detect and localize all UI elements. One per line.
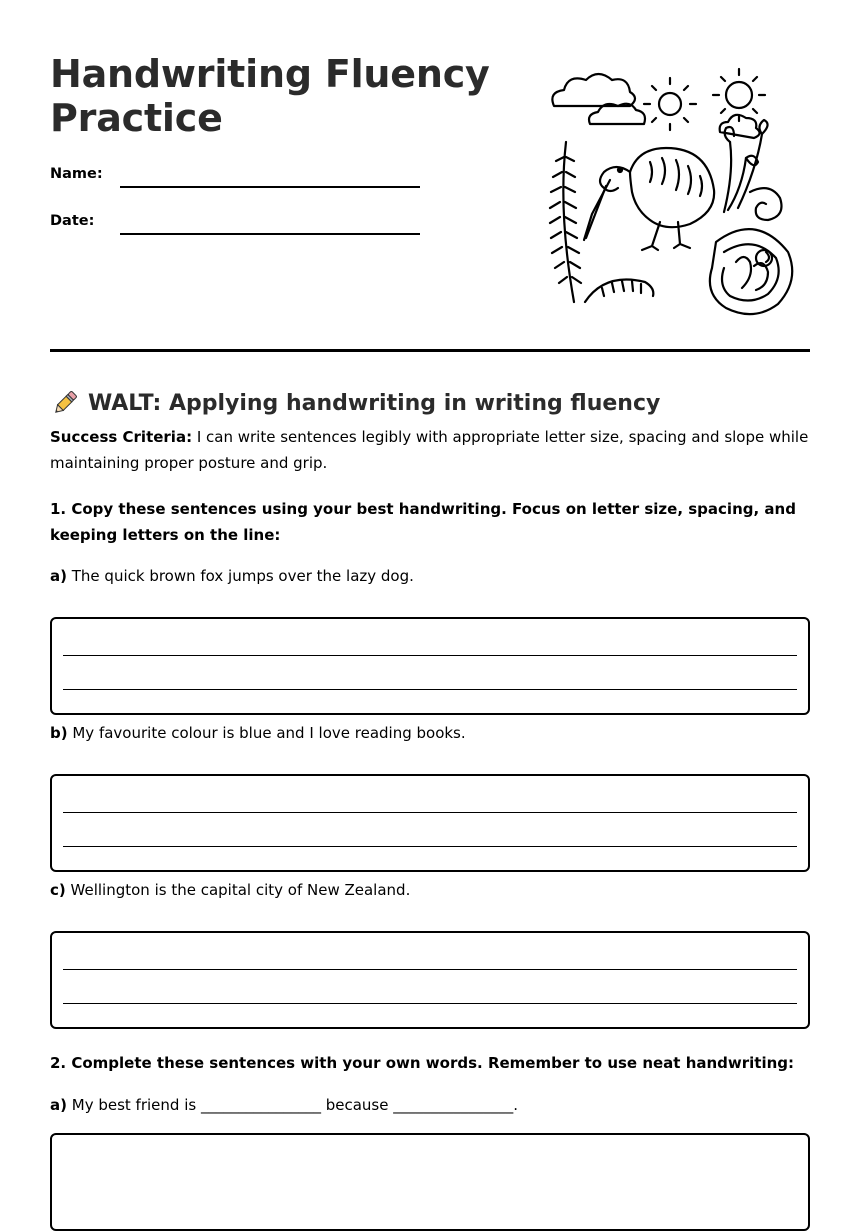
completion-a [50,1092,810,1118]
success-criteria-text: I can write sentences legibly with appropriate letter size, spacing and slope while maintaining proper posture and grip. [50,428,809,472]
sentence-a [50,563,810,589]
writing-line [63,1003,797,1004]
sentence-b [50,720,810,746]
item-letter: c) [50,881,66,899]
sentence-text: My favourite colour is blue and I love reading books. [67,724,466,742]
page-title [50,52,490,140]
fern-icon [550,142,653,302]
completion-text: My best friend is ________________ because ________________. [66,1096,518,1114]
writing-box-c[interactable] [50,931,810,1029]
sun-icon [644,69,765,130]
writing-box-a[interactable] [50,617,810,715]
writing-line [63,969,797,970]
writing-box-2a[interactable] [50,1133,810,1231]
writing-line [63,655,797,656]
header-divider [50,349,810,352]
item-letter: a) [50,567,67,585]
cloud-icon [552,74,759,138]
kiwi-bird-icon [584,148,714,250]
pencil-icon [50,388,80,418]
date-label: Date: [50,213,95,229]
title-line-1: Handwriting Fluency [50,52,490,96]
section1-instruction: 1. Copy these sentences using your best handwriting. Focus on letter size, spacing, and keeping letters on the line: [50,500,796,544]
writing-line [63,812,797,813]
success-criteria-label: Success Criteria: [50,428,193,446]
sentence-text: The quick brown fox jumps over the lazy dog. [66,567,414,585]
koru-icon [710,229,792,314]
sentence-c [50,877,810,903]
walt-text: WALT: Applying handwriting in writing fluency [88,390,661,416]
success-criteria [50,424,810,476]
title-line-2: Practice [50,96,223,140]
kiwi-illustration [540,62,800,322]
sentence-text: Wellington is the capital city of New Zealand. [65,881,411,899]
walt-heading [50,388,660,418]
writing-box-b[interactable] [50,774,810,872]
writing-line [63,846,797,847]
date-write-line[interactable] [120,233,420,235]
writing-line [63,689,797,690]
name-label: Name: [50,166,103,182]
item-letter: b) [50,724,68,742]
section2-instruction: 2. Complete these sentences with your own words. Remember to use neat handwriting: [50,1054,795,1072]
item-letter: a) [50,1096,67,1114]
name-write-line[interactable] [120,186,420,188]
